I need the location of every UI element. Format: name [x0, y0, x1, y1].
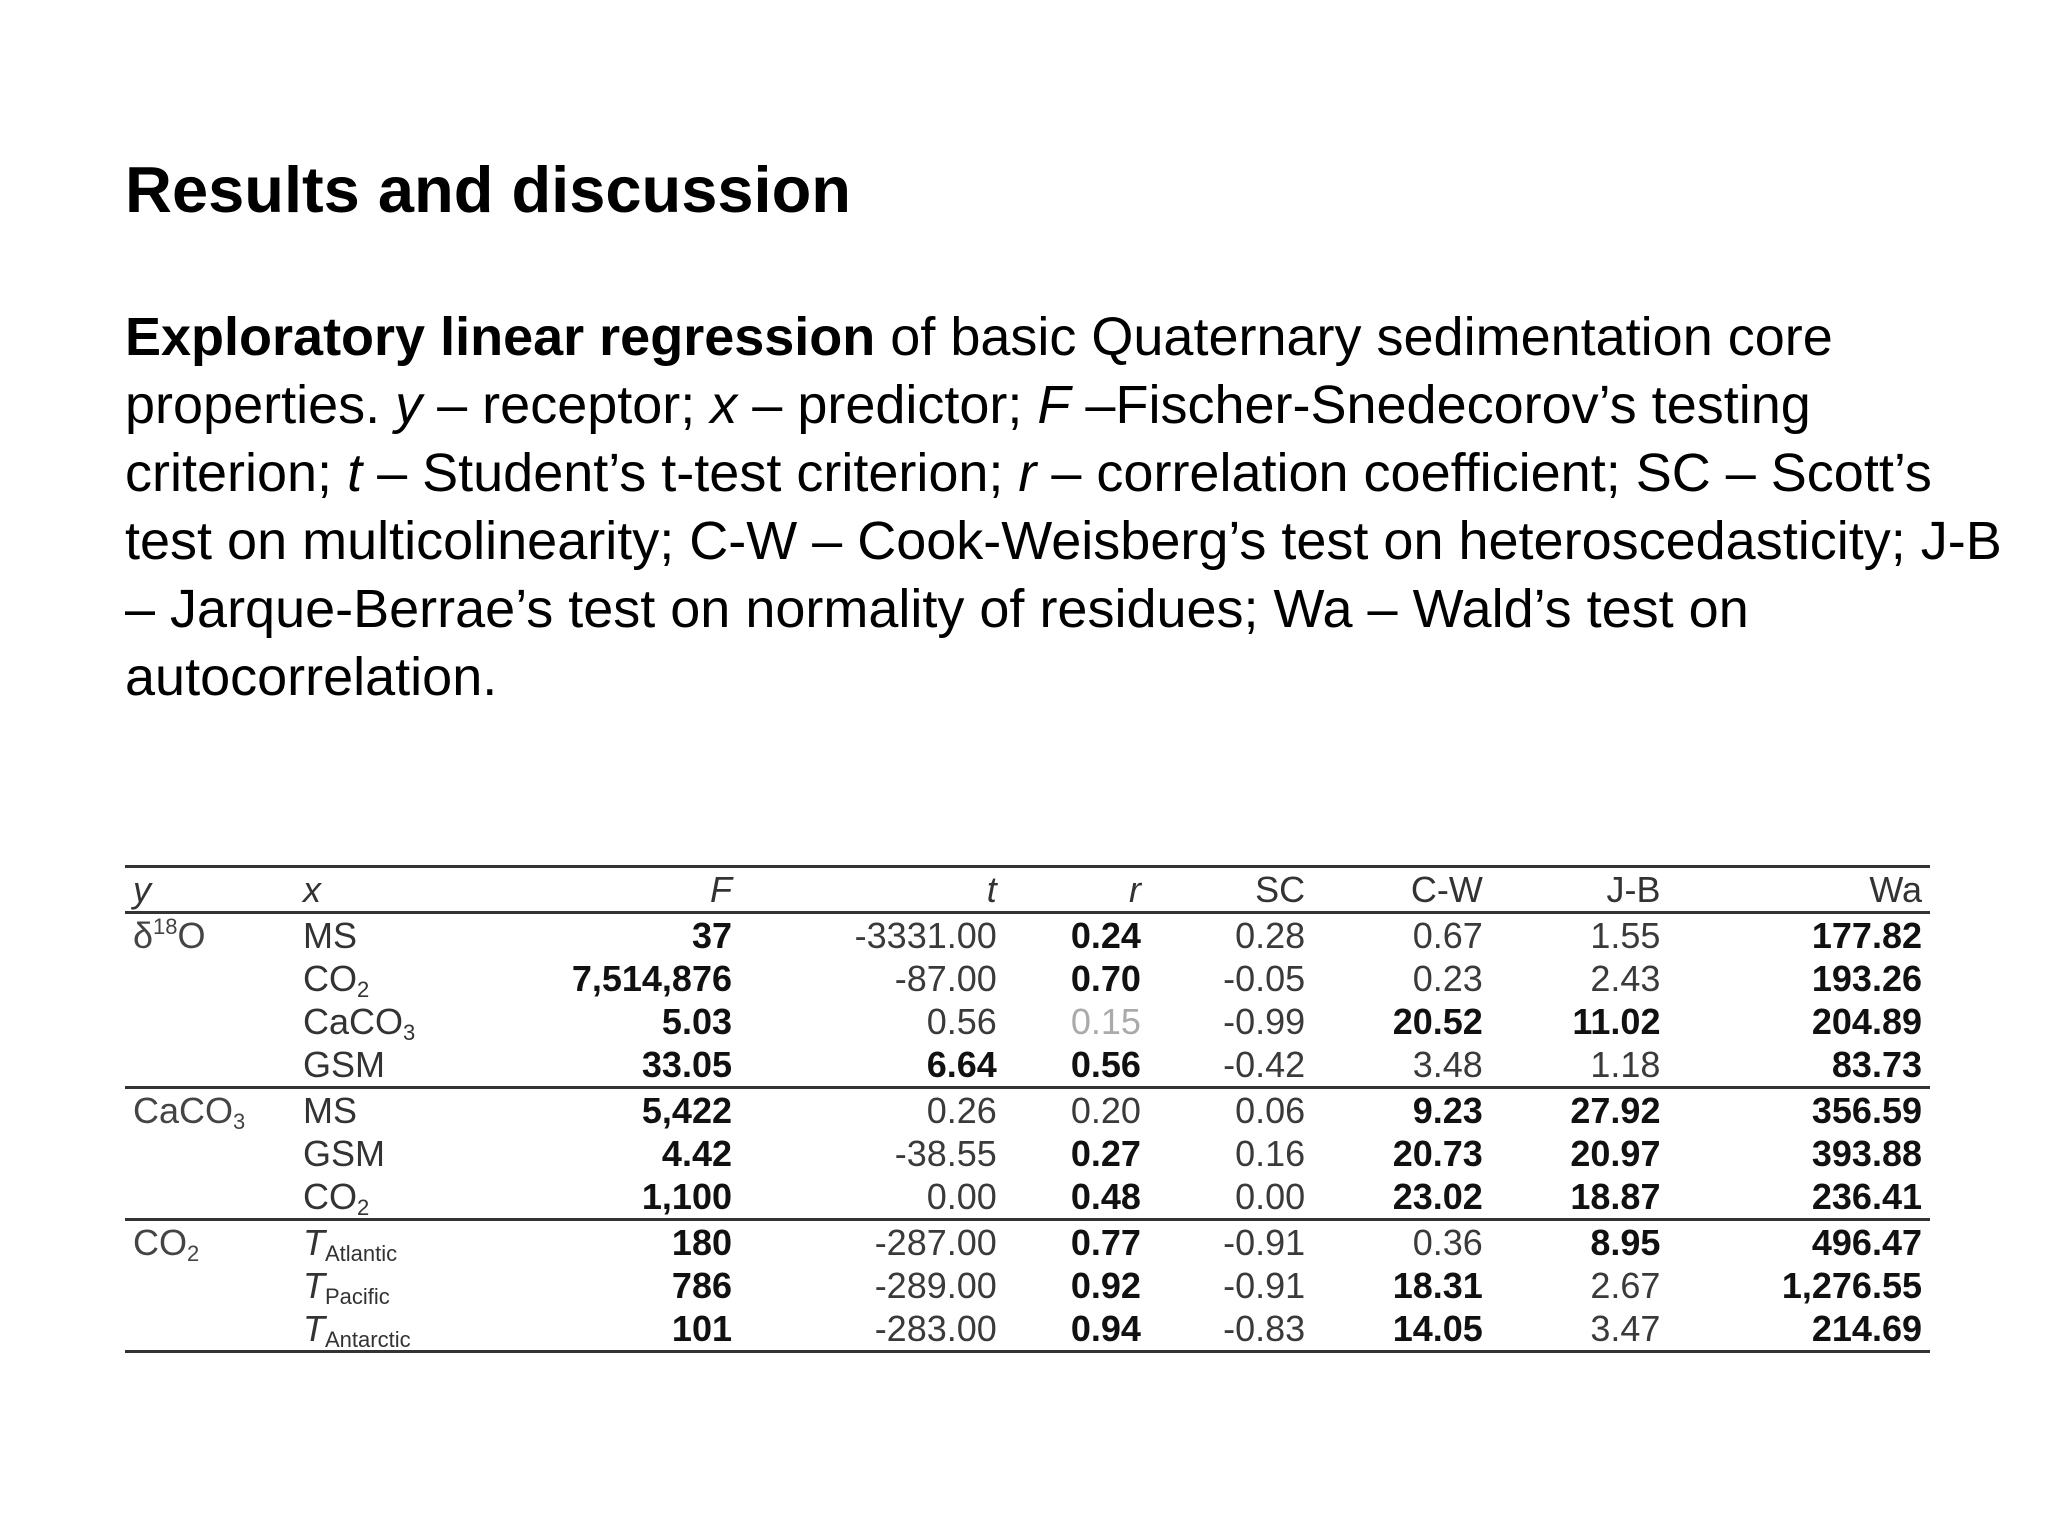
cell-r: 0.56 [1005, 1043, 1149, 1088]
x-label: GSM [303, 1133, 386, 1174]
cell-cw: 20.52 [1392, 1001, 1483, 1042]
caption-t-symbol: t [347, 443, 363, 503]
cell-jb: 1.55 [1590, 915, 1661, 956]
cell-jb: 3.47 [1491, 1307, 1669, 1352]
caption-text: – Student’s t-test criterion; [362, 443, 1019, 503]
cell-y [125, 957, 295, 1000]
caption-text: of basic Quaternary sedimentation core properties. [125, 307, 1833, 435]
cell-wa: 393.88 [1811, 1133, 1922, 1174]
cell-cw: 23.02 [1313, 1175, 1491, 1220]
cell-t: 0.56 [926, 1001, 997, 1042]
cell-t: -87.00 [894, 958, 997, 999]
cell-jb: 2.67 [1590, 1265, 1661, 1306]
y-label: CO [133, 1222, 187, 1263]
x-label-sub: Antarctic [325, 1327, 411, 1352]
header-x: x [295, 867, 445, 913]
x-label: T [303, 1265, 325, 1306]
cell-f: 33.05 [445, 1043, 740, 1088]
x-label-sub: 2 [357, 1195, 370, 1220]
caption-f-symbol: F [1037, 375, 1071, 435]
cell-x [295, 1132, 445, 1175]
cell-f: 180 [671, 1222, 732, 1263]
cell-r: 0.70 [1070, 958, 1141, 999]
caption-r-symbol: r [1018, 443, 1037, 503]
caption-lead: Exploratory linear regression [125, 307, 876, 367]
cell-cw: 14.05 [1313, 1307, 1491, 1352]
cell-f: 1,100 [445, 1175, 740, 1220]
table-caption [125, 303, 2005, 711]
y-label: CaCO [133, 1090, 234, 1131]
cell-y [125, 1264, 295, 1307]
cell-cw: 0.23 [1412, 958, 1483, 999]
cell-t: -287.00 [874, 1222, 997, 1263]
cell-f: 37 [691, 915, 732, 956]
header-f: F [445, 867, 740, 913]
x-label: CaCO [303, 1001, 404, 1042]
caption-y-symbol: y [395, 375, 423, 435]
cell-wa: 177.82 [1811, 915, 1922, 956]
x-label: MS [303, 1090, 357, 1131]
cell-y [125, 1307, 295, 1352]
table-row [125, 1088, 1930, 1133]
caption-text: – predictor; [737, 375, 1038, 435]
cell-sc: 0.06 [1235, 1090, 1306, 1131]
caption-text: – correlation coefficient; SC – Scott’s test on multicolinearity; C-W – Cook-Weisberg’s test on heteroscedasticity; J-B – Jarque-Berrae’s test on normality of residues; Wa – Wald’s test on autocorrelation. [125, 443, 2002, 707]
x-label: CO [303, 958, 357, 999]
y-label-sup: 18 [153, 914, 178, 939]
section-heading: Results and discussion [125, 153, 852, 226]
cell-sc: 0.28 [1235, 915, 1306, 956]
table-row [125, 1307, 1930, 1352]
cell-x [295, 913, 445, 958]
header-wa: Wa [1668, 867, 1930, 913]
table-row [125, 913, 1930, 958]
x-label: GSM [303, 1044, 386, 1085]
cell-x [295, 1264, 445, 1307]
cell-sc: -0.42 [1149, 1043, 1313, 1088]
cell-t: -3331.00 [854, 915, 997, 956]
cell-jb: 20.97 [1570, 1133, 1661, 1174]
y-label-sub: 2 [187, 1241, 200, 1266]
caption-text: – receptor; [422, 375, 711, 435]
cell-jb: 27.92 [1570, 1090, 1661, 1131]
regression-table-container [125, 865, 1930, 1353]
cell-x [295, 1307, 445, 1352]
cell-sc: -0.99 [1223, 1001, 1306, 1042]
header-y: y [125, 867, 295, 913]
cell-wa: 1,276.55 [1781, 1265, 1922, 1306]
cell-y [125, 1088, 295, 1133]
cell-r: 0.27 [1070, 1133, 1141, 1174]
header-cw: C-W [1313, 867, 1491, 913]
cell-r: 0.24 [1070, 915, 1141, 956]
cell-wa: 356.59 [1811, 1090, 1922, 1131]
x-label: CO [303, 1176, 357, 1217]
regression-table [125, 865, 1930, 1353]
cell-sc: 0.16 [1235, 1133, 1306, 1174]
cell-t: 0.26 [926, 1090, 997, 1131]
cell-sc: -0.83 [1149, 1307, 1313, 1352]
cell-cw: 18.31 [1392, 1265, 1483, 1306]
cell-f: 5.03 [661, 1001, 732, 1042]
cell-cw: 9.23 [1412, 1090, 1483, 1131]
cell-jb: 8.95 [1590, 1222, 1661, 1263]
x-label: T [303, 1222, 325, 1263]
table-row [125, 957, 1930, 1000]
cell-f: 5,422 [641, 1090, 732, 1131]
header-jb: J-B [1491, 867, 1669, 913]
cell-y [125, 1175, 295, 1220]
cell-y [125, 1000, 295, 1043]
x-label: MS [303, 915, 357, 956]
cell-jb: 1.18 [1491, 1043, 1669, 1088]
cell-t: 0.00 [740, 1175, 1005, 1220]
table-row [125, 1220, 1930, 1265]
table-row [125, 1000, 1930, 1043]
cell-t: 6.64 [740, 1043, 1005, 1088]
header-r: r [1005, 867, 1149, 913]
header-sc: SC [1149, 867, 1313, 913]
caption-text: –Fischer-Snedecorov’s testing criterion; [125, 375, 1811, 503]
cell-wa: 204.89 [1811, 1001, 1922, 1042]
x-label: T [303, 1308, 325, 1349]
y-label: δ [133, 915, 154, 956]
cell-x [295, 1043, 445, 1088]
x-label-sub: Atlantic [325, 1241, 398, 1266]
cell-r: 0.15 [1070, 1001, 1141, 1042]
cell-sc: -0.05 [1223, 958, 1306, 999]
cell-t: -283.00 [740, 1307, 1005, 1352]
cell-wa: 236.41 [1668, 1175, 1930, 1220]
cell-t: -289.00 [874, 1265, 997, 1306]
cell-cw: 0.67 [1412, 915, 1483, 956]
cell-cw: 20.73 [1392, 1133, 1483, 1174]
cell-jb: 18.87 [1491, 1175, 1669, 1220]
cell-x [295, 1175, 445, 1220]
cell-wa: 193.26 [1811, 958, 1922, 999]
cell-t: -38.55 [894, 1133, 997, 1174]
cell-r: 0.48 [1005, 1175, 1149, 1220]
cell-sc: -0.91 [1223, 1265, 1306, 1306]
header-t: t [740, 867, 1005, 913]
cell-f: 786 [671, 1265, 732, 1306]
cell-x [295, 957, 445, 1000]
table-row [125, 1175, 1930, 1220]
cell-sc: 0.00 [1149, 1175, 1313, 1220]
cell-r: 0.77 [1070, 1222, 1141, 1263]
cell-wa: 496.47 [1811, 1222, 1922, 1263]
cell-f: 7,514,876 [571, 958, 732, 999]
cell-y [125, 1220, 295, 1265]
x-label-sub: 2 [357, 977, 370, 1002]
cell-sc: -0.91 [1223, 1222, 1306, 1263]
x-label-sub: 3 [403, 1020, 416, 1045]
y-label-suffix: O [177, 915, 206, 956]
x-label-sub: Pacific [325, 1284, 390, 1309]
cell-cw: 0.36 [1412, 1222, 1483, 1263]
cell-jb: 11.02 [1572, 1001, 1661, 1042]
table-header-row [125, 867, 1930, 913]
cell-r: 0.20 [1070, 1090, 1141, 1131]
table-row [125, 1043, 1930, 1088]
y-label-sub: 3 [233, 1109, 246, 1134]
cell-x [295, 1000, 445, 1043]
cell-cw: 3.48 [1313, 1043, 1491, 1088]
cell-r: 0.94 [1005, 1307, 1149, 1352]
cell-f: 101 [445, 1307, 740, 1352]
cell-y [125, 1132, 295, 1175]
cell-x [295, 1088, 445, 1133]
table-row [125, 1264, 1930, 1307]
table-body [125, 913, 1930, 1352]
cell-x [295, 1220, 445, 1265]
cell-y [125, 1043, 295, 1088]
cell-wa: 83.73 [1668, 1043, 1930, 1088]
cell-f: 4.42 [661, 1133, 732, 1174]
table-row [125, 1132, 1930, 1175]
caption-x-symbol: x [710, 375, 738, 435]
cell-wa: 214.69 [1668, 1307, 1930, 1352]
cell-jb: 2.43 [1590, 958, 1661, 999]
cell-y [125, 913, 295, 958]
cell-r: 0.92 [1070, 1265, 1141, 1306]
